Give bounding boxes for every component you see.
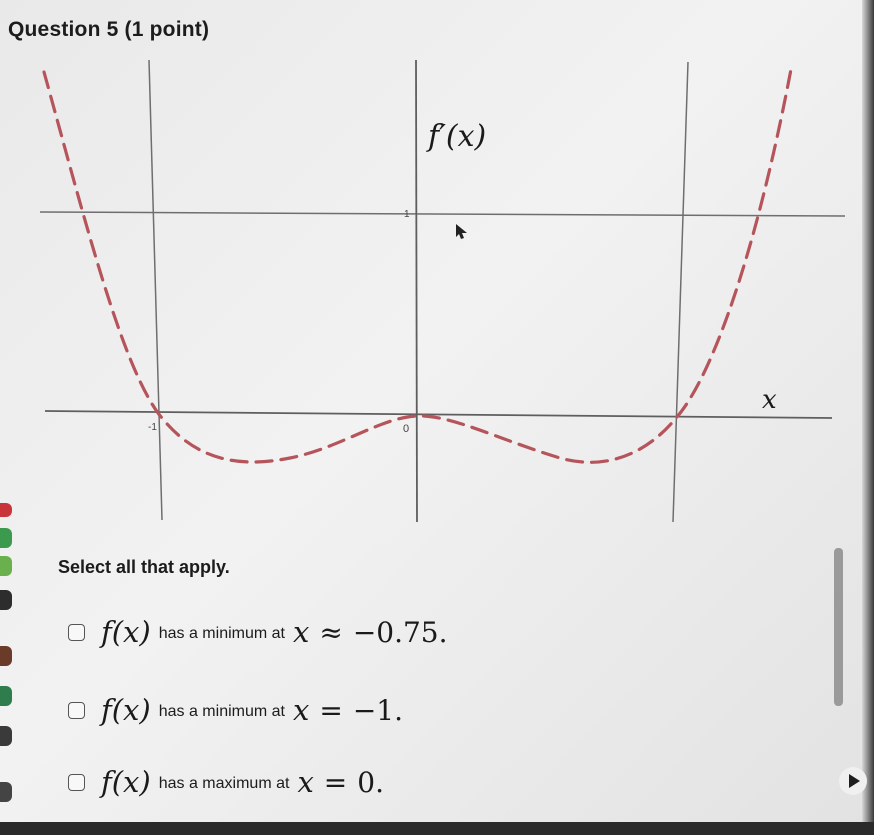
option-min-neg-one[interactable] bbox=[68, 690, 403, 730]
option-rel: ≈ bbox=[319, 615, 343, 649]
window-edge bbox=[862, 0, 874, 835]
option-value: −0.75. bbox=[352, 615, 448, 649]
curve-label: f′(x) bbox=[428, 119, 487, 154]
dock-item-teal[interactable] bbox=[0, 686, 12, 706]
gridline-y-one bbox=[40, 212, 845, 216]
y-axis bbox=[416, 60, 417, 522]
dock-item-lime[interactable] bbox=[0, 556, 12, 576]
tick-label-one: 1 bbox=[404, 209, 410, 220]
option-text: has a minimum at bbox=[158, 625, 285, 642]
question-title: Question 5 (1 point) bbox=[8, 18, 210, 41]
tick-label-neg-one: -1 bbox=[148, 422, 157, 433]
option-text: has a maximum at bbox=[158, 775, 290, 792]
gridline-x-one bbox=[673, 62, 688, 522]
fprime-curve bbox=[44, 64, 792, 462]
gridline-x-neg-one bbox=[149, 60, 162, 520]
checkbox-option-3[interactable] bbox=[68, 774, 85, 791]
option-value: −1. bbox=[352, 693, 403, 727]
dock-item-brown[interactable] bbox=[0, 646, 12, 666]
scrollbar[interactable] bbox=[834, 548, 843, 706]
option-func: f(x) bbox=[101, 693, 151, 727]
dock-item-grey-2[interactable] bbox=[0, 782, 12, 802]
option-func: f(x) bbox=[101, 615, 151, 649]
x-axis-label: x bbox=[762, 385, 777, 415]
dock-item-dark[interactable] bbox=[0, 590, 12, 610]
option-text: has a minimum at bbox=[158, 703, 285, 720]
tick-label-zero: 0 bbox=[403, 423, 410, 435]
checkbox-option-2[interactable] bbox=[68, 702, 85, 719]
dock-item-grey[interactable] bbox=[0, 726, 12, 746]
instructions: Select all that apply. bbox=[58, 557, 230, 577]
option-func: f(x) bbox=[101, 765, 151, 799]
option-value: 0. bbox=[357, 765, 384, 799]
play-icon[interactable] bbox=[838, 766, 868, 796]
option-rel: = bbox=[319, 693, 343, 727]
option-rel: = bbox=[323, 765, 348, 799]
fprime-graph bbox=[0, 50, 860, 530]
dock-item-green[interactable] bbox=[0, 528, 12, 548]
option-var: x bbox=[297, 765, 314, 799]
bottom-bar bbox=[0, 822, 874, 835]
option-max-zero[interactable] bbox=[68, 762, 384, 802]
cursor-icon bbox=[456, 224, 467, 239]
option-var: x bbox=[292, 615, 310, 649]
option-var: x bbox=[292, 693, 310, 727]
checkbox-option-1[interactable] bbox=[68, 624, 85, 641]
option-min-neg-075[interactable] bbox=[68, 612, 448, 652]
